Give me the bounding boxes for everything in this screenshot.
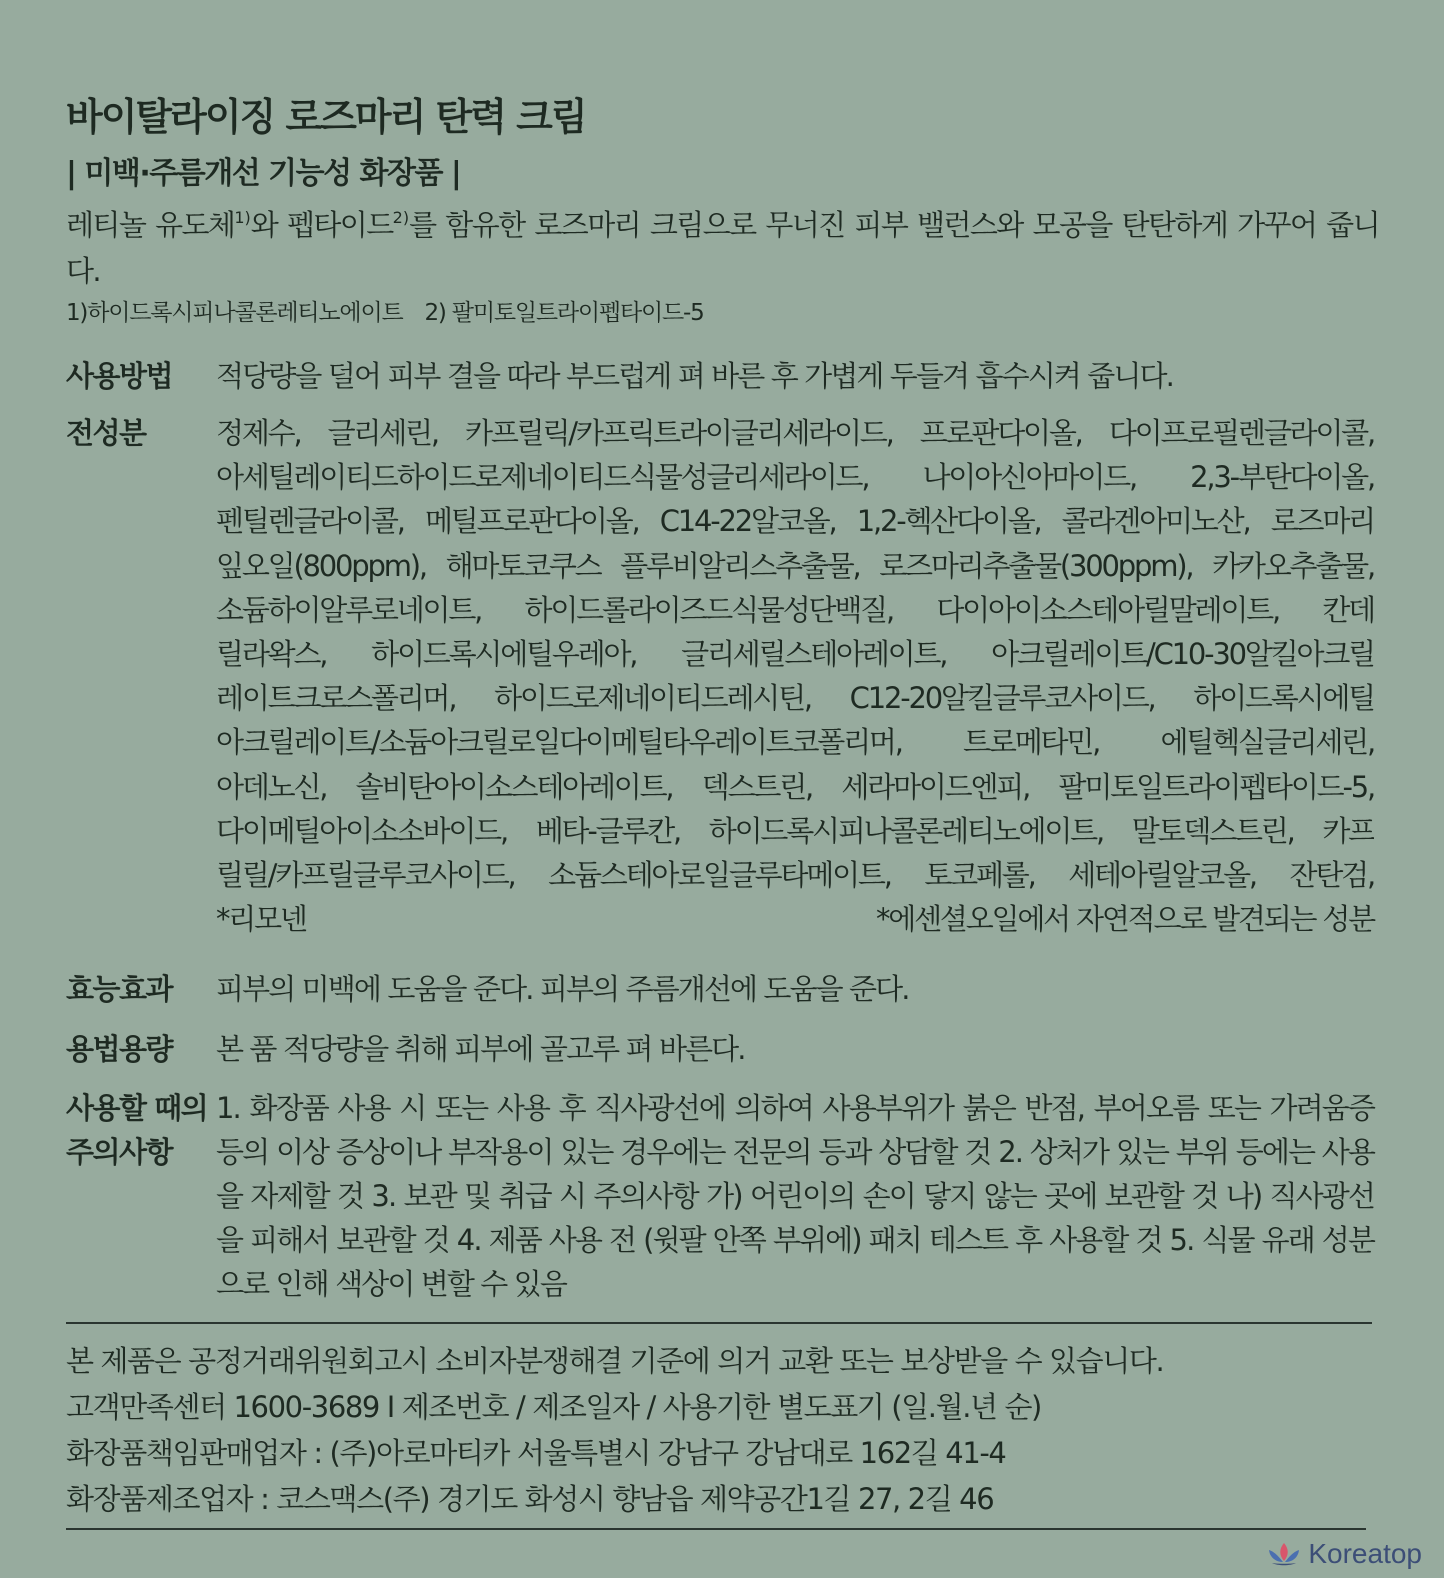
intro-sup-2: 2) <box>392 208 410 227</box>
product-subtitle: | 미백·주름개선 기능성 화장품 | <box>66 156 461 191</box>
ingredients-line: 잎오일(800ppm), 해마토코쿠스 플루비알리스추출물, 로즈마리추출물(300ppm), 카카오추출물, <box>216 548 1374 583</box>
caution-value: 1. 화장품 사용 시 또는 사용 후 직사광선에 의하여 사용부위가 붉은 반점, 부어오름 또는 가려움증 등의 이상 증상이나 부작용이 있는 경우에는 전문의 등과 상담할 것 2. 상처가 있는 부위 등에는 사용을 자제할 것 3. 보관 및 취급 시 주의사항 가) 어린이의 손이 닿지 않는 곳에 보관할 것 나) 직사광선을 피해서 보관할 것 4. 제품 사용 전 (윗팔 안쪽 부위에) 패치 테스트 후 사용할 것 5. 식물 유래 성분으로 인해 색상이 변할 수 있음 <box>216 1091 1374 1301</box>
product-title: 바이탈라이징 로즈마리 탄력 크림 <box>66 95 586 139</box>
intro-text-2: 와 펩타이드 <box>250 208 393 242</box>
ingredients-label: 전성분 <box>66 416 146 450</box>
ingredients-line: 아세틸레이티드하이드로제네이티드식물성글리세라이드, 나이아신아마이드, 2,3-부탄다이올, <box>216 460 1374 495</box>
footer-line-1: 본 제품은 공정거래위원회고시 소비자분쟁해결 기준에 의거 교환 또는 보상받을 수 있습니다. <box>66 1344 1164 1378</box>
ingredients-line: 레이트크로스폴리머, 하이드로제네이티드레시틴, C12-20알킬글루코사이드, 하이드록시에틸 <box>216 681 1374 716</box>
ingredients-note: *에센셜오일에서 자연적으로 발견되는 성분 <box>875 902 1374 937</box>
divider-top <box>66 1322 1372 1324</box>
footnote-1: 1)하이드록시피나콜론레티노에이트 <box>66 300 403 326</box>
footer-line-4: 화장품제조업자 : 코스맥스(주) 경기도 화성시 향남읍 제약공간1길 27, 2길 46 <box>66 1482 994 1516</box>
ingredients-line: 다이메틸아이소소바이드, 베타-글루칸, 하이드록시피나콜론레티노에이트, 말토덱스트린, 카프 <box>216 813 1374 848</box>
ingredients-last-line <box>216 897 1374 941</box>
watermark-text: Koreatop <box>1308 1538 1422 1569</box>
watermark <box>1266 1538 1422 1570</box>
dosage-value: 본 품 적당량을 취해 피부에 골고루 펴 바른다. <box>216 1032 745 1066</box>
footnote-2: 2) 팔미토일트라이펩타이드-5 <box>424 300 704 326</box>
footnotes <box>66 294 704 327</box>
footer-line-2: 고객만족센터 1600-3689 I 제조번호 / 제조일자 / 사용기한 별도표기 (일.월.년 순) <box>66 1390 1041 1424</box>
usage-label: 사용방법 <box>66 359 173 393</box>
ingredients-line: 릴릴/카프릴글루코사이드, 소듐스테아로일글루타메이트, 토코페롤, 세테아릴알코올, 잔탄검, <box>216 857 1374 892</box>
intro-sup-1: 1) <box>234 208 251 227</box>
usage-value: 적당량을 덜어 피부 결을 따라 부드럽게 펴 바른 후 가볍게 두들겨 흡수시켜 줍니다. <box>216 359 1173 393</box>
ingredients-line: 소듐하이알루로네이트, 하이드롤라이즈드식물성단백질, 다이아이소스테아릴말레이트, 칸데 <box>216 592 1374 627</box>
intro-text-3: 를 함유한 로즈마리 크림으로 무너진 피부 밸런스와 모공을 탄탄하게 가꾸어 줍니다. <box>66 208 1379 288</box>
ingredients-line: 펜틸렌글라이콜, 메틸프로판다이올, C14-22알코올, 1,2-헥산다이올, 콜라겐아미노산, 로즈마리 <box>216 504 1374 539</box>
caution-label-line-1: 사용할 때의 <box>66 1091 208 1125</box>
dosage-label: 용법용량 <box>66 1032 173 1066</box>
ingredients-line: 릴라왁스, 하이드록시에틸우레아, 글리세릴스테아레이트, 아크릴레이트/C10-30알킬아크릴 <box>216 636 1374 671</box>
caution-label-line-2: 주의사항 <box>66 1135 173 1169</box>
effect-label: 효능효과 <box>66 972 173 1006</box>
ingredients-line: 아데노신, 솔비탄아이소스테아레이트, 덱스트린, 세라마이드엔피, 팔미토일트라이펩타이드-5, <box>216 769 1374 804</box>
caution-label <box>66 1086 207 1174</box>
divider-bottom <box>66 1528 1366 1530</box>
ingredients-last-left: *리모넨 <box>216 902 306 937</box>
ingredients-line: 아크릴레이트/소듐아크릴로일다이메틸타우레이트코폴리머, 트로메타민, 에틸헥실글리세린, <box>216 725 1374 760</box>
effect-value: 피부의 미백에 도움을 준다. 피부의 주름개선에 도움을 준다. <box>216 972 909 1006</box>
footer-info <box>66 1338 1163 1522</box>
product-intro <box>66 202 1379 294</box>
footer-line-3: 화장품책임판매업자 : (주)아로마티카 서울특별시 강남구 강남대로 162길 41-4 <box>66 1436 1006 1470</box>
lotus-logo-icon <box>1266 1540 1302 1568</box>
ingredients-line: 정제수, 글리세린, 카프릴릭/카프릭트라이글리세라이드, 프로판다이올, 다이프로필렌글라이콜, <box>216 416 1374 450</box>
ingredients-value <box>216 411 1374 941</box>
intro-text-1: 레티놀 유도체 <box>66 208 235 242</box>
